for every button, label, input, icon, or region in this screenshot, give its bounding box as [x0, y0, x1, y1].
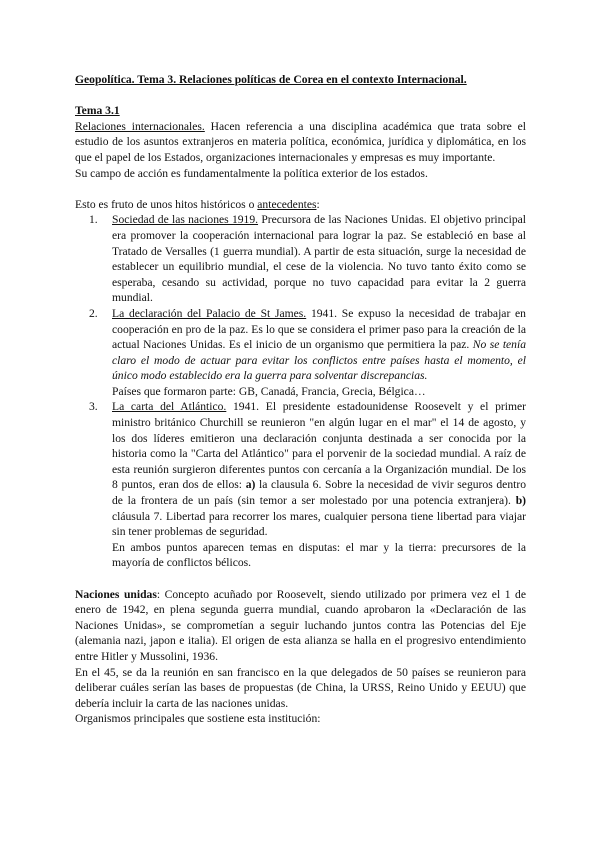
- intro-text: Hacen referencia a una disciplina académica que trata sobre el estudio de los asuntos extranjeros en materia política, económica, jurídica y diplomática, en los que el papel de los Estados, organizaciones internacionales y empresas es muy importante.: [75, 119, 526, 164]
- organismos-paragraph: Organismos principales que sostiene esta institución:: [75, 712, 321, 726]
- clause-a-text: la clausula 6. Sobre la necesidad de vivir seguros dentro de la frontera de un país (sin temor a ser molestado por una potencia extranjera).: [112, 478, 526, 508]
- antecedentes-intro: [75, 197, 526, 213]
- item-text: 1941. Se expuso la necesidad de trabajar en cooperación en pro de la paz. Es lo que se considera el primer paso para la creación de la actual Naciones Unidas. Es el inicio de un organismo que permitiera la paz.: [112, 306, 526, 352]
- clause-b-text: cláusula 7. Libertad para recorrer los mares, cualquier persona tiene libertad para viajar sin tener problemas de seguridad.: [112, 509, 526, 539]
- intro-line2: Su campo de acción es fundamentalmente la política exterior de los estados.: [75, 166, 428, 180]
- item-term: La declaración del Palacio de St James.: [112, 306, 307, 320]
- list-item: [75, 212, 526, 306]
- antecedentes-term: antecedentes: [257, 197, 317, 211]
- item-number: 3.: [89, 400, 98, 414]
- section-heading: Tema 3.1: [75, 104, 120, 118]
- intro-paragraph: [75, 119, 526, 166]
- list-item: [75, 399, 526, 571]
- item-italic-text: No se tenía claro el modo de actuar para evitar los conflictos entre países hasta el momento, el único modo establecido era la guerra para solventar discrepancias.: [112, 338, 526, 383]
- antecedentes-text: Esto es fruto de unos hitos históricos o: [75, 197, 258, 211]
- naciones-unidas-paragraph: [75, 587, 526, 665]
- naciones-unidas-text: : Concepto acuñado por Roosevelt, siendo utilizado por primera vez el 1 de enero de 1942, en plena segunda guerra mundial, cuando aprobaron la «Declaración de las Naciones Unidas», se comprometían a seguir luchando juntos contra las Potencias del Eje (alemania nazi, japon e italia). El origen de esta alianza se halla en el progresivo entendimiento entre Hitler y Mussolini, 1936.: [75, 587, 526, 663]
- item-number: 2.: [89, 306, 98, 320]
- antecedentes-list: [75, 212, 526, 571]
- clause-b-label: b): [515, 494, 526, 508]
- item-number: 1.: [89, 213, 98, 227]
- san-francisco-paragraph: En el 45, se da la reunión en san francisco en la que delegados de 50 países se reunieron para deliberar cuáles serían las bases de propuestas (de China, la URSS, Reino Unido y EEUU) que debería incluir la carta de las naciones unidas.: [75, 665, 526, 710]
- naciones-unidas-term: Naciones unidas: [75, 587, 157, 601]
- item-text: 1941. El presidente estadounidense Roosevelt y el primer ministro británico Churchill se reunieron "en algún lugar en el mar" el 14 de agosto, y los dos líderes emitieron una declaración conjunta destinada a ser conocida por la historia como la "Carta del Atlántico" para el porvenir de la sociedad mundial. A raíz de esta reunión surgieron diferentes puntos con cercanía a la Organización mundial. De los 8 puntos, eran dos de ellos:: [112, 400, 526, 492]
- item-text2: En ambos puntos aparecen temas en disputas: el mar y la tierra: precursores de la mayoría de conflictos bélicos.: [112, 540, 526, 570]
- clause-a-label: a): [245, 478, 256, 492]
- document-title: Geopolítica. Tema 3. Relaciones políticas de Corea en el contexto Internacional.: [75, 73, 467, 86]
- item-text: Precursora de las Naciones Unidas. El objetivo principal era promover la cooperación internacional para lograr la paz. Se estableció en base al Tratado de Versalles (1 guerra mundial). A partir de esta situación, surge la necesidad de establecer un equilibrio mundial, el cese de la violencia. No tuvo tanto éxito como se esperaba, cesando su actividad, porque no tuvo capacidad para evitar la 2 guerra mundial.: [112, 213, 526, 305]
- intro-term: Relaciones internacionales.: [75, 119, 205, 133]
- item-term: La carta del Atlántico.: [112, 400, 227, 414]
- list-item: [75, 306, 526, 400]
- item-term: Sociedad de las naciones 1919.: [112, 213, 259, 227]
- item-text2: Países que formaron parte: GB, Canadá, Francia, Grecia, Bélgica…: [112, 384, 426, 398]
- antecedentes-colon: :: [316, 197, 320, 211]
- document-page: [75, 72, 526, 727]
